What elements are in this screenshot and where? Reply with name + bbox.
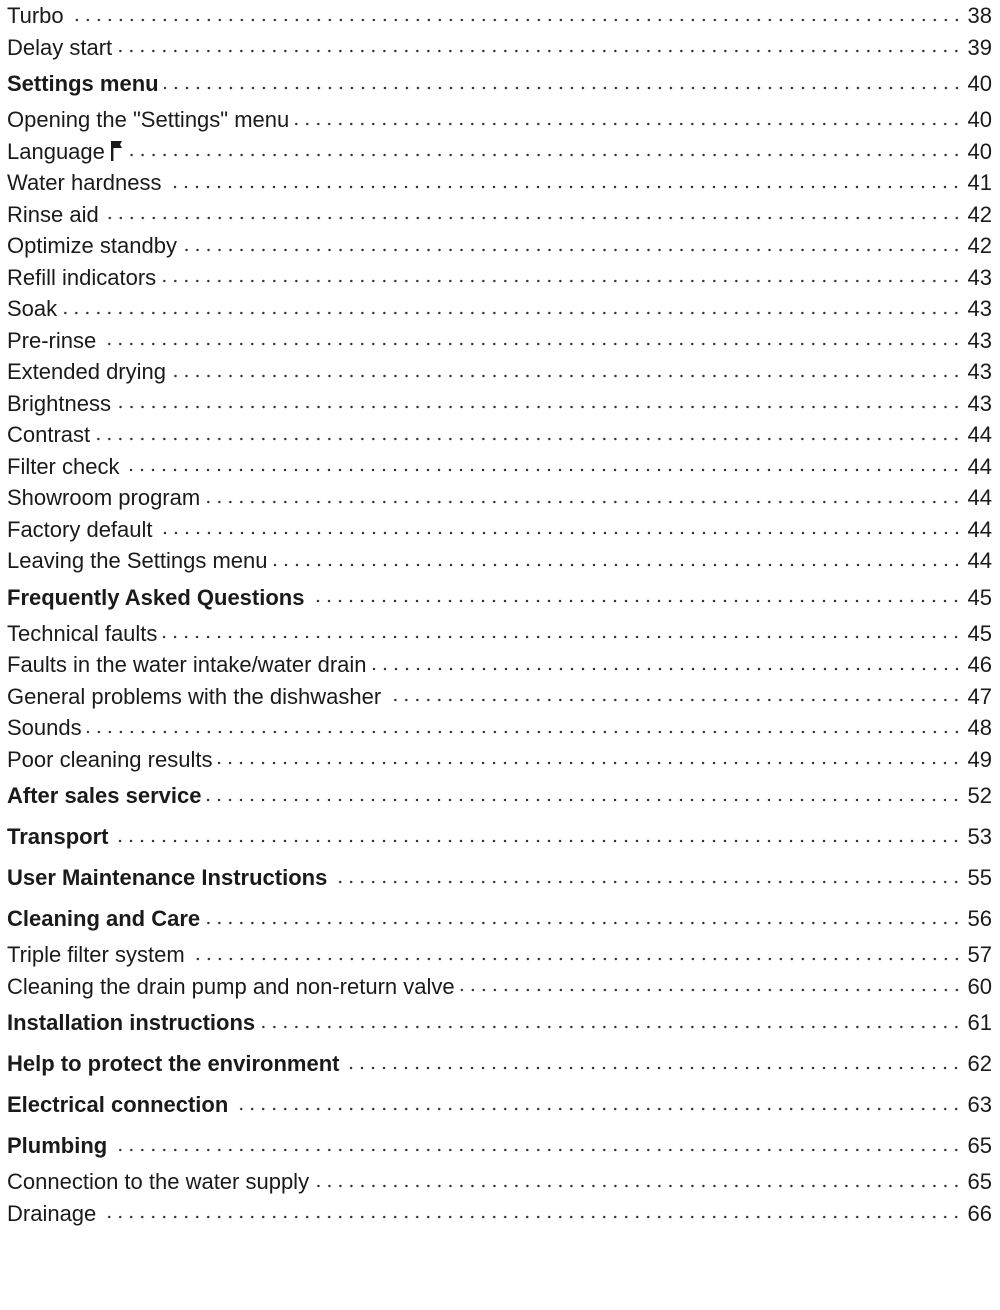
toc-entry-page-number: 48 — [967, 715, 992, 740]
dot-leader — [128, 153, 962, 157]
toc-entry[interactable] — [7, 681, 992, 713]
dot-leader — [101, 1215, 962, 1219]
toc-entry[interactable] — [7, 649, 992, 681]
toc-entry-page-number: 43 — [967, 296, 992, 321]
dot-leader — [233, 1107, 962, 1111]
toc-entry-title: Refill indicators — [7, 264, 157, 290]
toc-entry-title: Turbo — [7, 3, 64, 28]
dot-leader — [372, 667, 962, 671]
toc-entry-title: Installation instructions — [7, 1010, 256, 1035]
toc-entry[interactable] — [7, 744, 992, 776]
toc-entry[interactable] — [7, 1125, 992, 1166]
toc-entry[interactable] — [7, 1166, 992, 1198]
toc-entry[interactable] — [7, 577, 992, 618]
toc-entry[interactable] — [7, 482, 992, 514]
dot-leader — [171, 374, 962, 378]
dot-leader — [95, 437, 962, 441]
flag-icon — [110, 140, 124, 162]
toc-entry-page-number: 43 — [967, 327, 992, 353]
dot-leader — [217, 761, 962, 765]
toc-entry-title: Optimize standby — [7, 233, 177, 258]
toc-entry-page-number: 44 — [967, 548, 992, 573]
toc-entry[interactable] — [7, 325, 992, 357]
dot-leader — [124, 468, 962, 472]
toc-entry[interactable] — [7, 104, 992, 136]
toc-entry[interactable] — [7, 618, 992, 650]
toc-entry-title: Triple filter system — [7, 942, 185, 967]
toc-entry[interactable] — [7, 262, 992, 294]
dot-leader — [104, 216, 962, 220]
toc-entry-title: Frequently Asked Questions — [7, 584, 305, 610]
dot-leader — [69, 18, 962, 22]
dot-leader — [190, 957, 962, 961]
toc-entry-title: Transport — [7, 824, 109, 849]
dot-leader — [260, 1025, 962, 1029]
toc-entry-title: Opening the "Settings" menu — [7, 107, 290, 132]
dot-leader — [158, 531, 962, 535]
dot-leader — [273, 563, 962, 567]
toc-entry-title: Brightness — [7, 390, 111, 416]
toc-entry-page-number: 57 — [967, 942, 992, 967]
toc-entry[interactable] — [7, 971, 992, 1003]
dot-leader — [116, 405, 962, 409]
toc-entry[interactable] — [7, 419, 992, 451]
toc-entry[interactable] — [7, 230, 992, 262]
toc-entry[interactable] — [7, 898, 992, 939]
toc-entry-page-number: 66 — [967, 1200, 992, 1226]
toc-entry-page-number: 44 — [967, 422, 992, 447]
toc-entry[interactable] — [7, 939, 992, 971]
toc-entry[interactable] — [7, 293, 992, 325]
toc-entry[interactable] — [7, 816, 992, 857]
dot-leader — [205, 921, 962, 925]
toc-entry[interactable] — [7, 388, 992, 420]
toc-entry-title: Contrast — [7, 422, 91, 447]
toc-entry-page-number: 65 — [967, 1169, 992, 1194]
toc-entry-page-number: 42 — [967, 201, 992, 227]
toc-entry-title: Leaving the Settings menu — [7, 548, 268, 573]
toc-entry-title: Cleaning and Care — [7, 906, 201, 931]
toc-entry-title: Connection to the water supply — [7, 1169, 310, 1194]
dot-leader — [314, 1184, 962, 1188]
table-of-contents — [7, 0, 992, 1229]
toc-entry-title: Drainage — [7, 1200, 97, 1226]
toc-entry-page-number: 44 — [967, 485, 992, 510]
toc-entry[interactable] — [7, 451, 992, 483]
toc-entry-page-number: 40 — [967, 71, 992, 96]
toc-entry-page-number: 38 — [967, 3, 992, 28]
toc-entry-page-number: 40 — [967, 107, 992, 132]
toc-entry[interactable] — [7, 136, 992, 168]
toc-entry[interactable] — [7, 1084, 992, 1125]
toc-entry-page-number: 46 — [967, 652, 992, 677]
toc-entry-page-number: 40 — [967, 138, 992, 164]
toc-entry-title: Electrical connection — [7, 1092, 229, 1117]
toc-entry-page-number: 49 — [967, 746, 992, 772]
toc-entry-title: Language — [7, 138, 105, 164]
toc-entry-page-number: 43 — [967, 390, 992, 416]
toc-entry-title: Delay start — [7, 34, 113, 60]
dot-leader — [112, 1148, 962, 1152]
toc-entry-title: Filter check — [7, 453, 120, 479]
toc-entry-page-number: 41 — [967, 170, 992, 195]
toc-entry-title: Technical faults — [7, 620, 158, 646]
dot-leader — [87, 730, 962, 734]
dot-leader — [166, 185, 962, 189]
toc-entry-title: User Maintenance Instructions — [7, 865, 328, 890]
toc-entry[interactable] — [7, 356, 992, 388]
dot-leader — [161, 279, 962, 283]
toc-entry-title: Help to protect the environment — [7, 1051, 340, 1076]
toc-entry-page-number: 53 — [967, 824, 992, 849]
dot-leader — [113, 839, 962, 843]
toc-entry-title: Showroom program — [7, 485, 201, 510]
toc-entry-page-number: 60 — [967, 973, 992, 999]
toc-entry-title: Extended drying — [7, 359, 166, 384]
toc-entry[interactable] — [7, 775, 992, 816]
dot-leader — [162, 635, 962, 639]
dot-leader — [182, 248, 962, 252]
toc-entry-title: Soak — [7, 296, 58, 321]
dot-leader — [164, 86, 962, 90]
toc-entry-page-number: 52 — [967, 783, 992, 808]
dot-leader — [205, 500, 962, 504]
toc-entry-title: Cleaning the drain pump and non-return valve — [7, 973, 455, 999]
toc-entry[interactable] — [7, 514, 992, 546]
toc-entry[interactable] — [7, 199, 992, 231]
toc-entry-title: Water hardness — [7, 170, 162, 195]
toc-entry-page-number: 47 — [967, 683, 992, 709]
toc-entry[interactable] — [7, 32, 992, 64]
toc-entry-page-number: 63 — [967, 1092, 992, 1117]
toc-entry[interactable] — [7, 1198, 992, 1230]
toc-entry-page-number: 44 — [967, 516, 992, 542]
toc-entry-title: Settings menu — [7, 71, 159, 96]
toc-entry-page-number: 45 — [967, 584, 992, 610]
dot-leader — [206, 798, 962, 802]
toc-entry[interactable] — [7, 712, 992, 744]
toc-entry-page-number: 44 — [967, 453, 992, 479]
toc-entry-title: Pre-rinse — [7, 327, 97, 353]
dot-leader — [460, 988, 962, 992]
toc-entry-title: After sales service — [7, 783, 202, 808]
dot-leader — [62, 311, 962, 315]
toc-entry-page-number: 42 — [967, 233, 992, 258]
toc-entry-title: Faults in the water intake/water drain — [7, 652, 367, 677]
dot-leader — [386, 698, 962, 702]
toc-entry-page-number: 56 — [967, 906, 992, 931]
toc-entry[interactable] — [7, 857, 992, 898]
toc-entry-page-number: 43 — [967, 359, 992, 384]
dot-leader — [101, 342, 962, 346]
toc-entry[interactable] — [7, 545, 992, 577]
toc-entry-title: Sounds — [7, 715, 82, 740]
toc-entry-title: Factory default — [7, 516, 153, 542]
toc-entry-page-number: 45 — [967, 620, 992, 646]
toc-entry[interactable] — [7, 167, 992, 199]
toc-entry-page-number: 62 — [967, 1051, 992, 1076]
toc-entry-page-number: 65 — [967, 1133, 992, 1158]
toc-entry-page-number: 39 — [967, 34, 992, 60]
toc-entry[interactable] — [7, 63, 992, 104]
toc-entry[interactable] — [7, 1002, 992, 1043]
toc-entry-title: Plumbing — [7, 1133, 108, 1158]
toc-entry-title: Poor cleaning results — [7, 746, 213, 772]
dot-leader — [332, 880, 962, 884]
toc-entry[interactable] — [7, 0, 992, 32]
toc-entry-title: Rinse aid — [7, 201, 99, 227]
toc-entry[interactable] — [7, 1043, 992, 1084]
toc-entry-page-number: 55 — [967, 865, 992, 890]
dot-leader — [117, 49, 962, 53]
dot-leader — [344, 1066, 962, 1070]
toc-entry-title: General problems with the dishwasher — [7, 683, 382, 709]
toc-entry-page-number: 61 — [967, 1010, 992, 1035]
toc-entry-page-number: 43 — [967, 264, 992, 290]
dot-leader — [294, 122, 962, 126]
dot-leader — [309, 599, 962, 603]
